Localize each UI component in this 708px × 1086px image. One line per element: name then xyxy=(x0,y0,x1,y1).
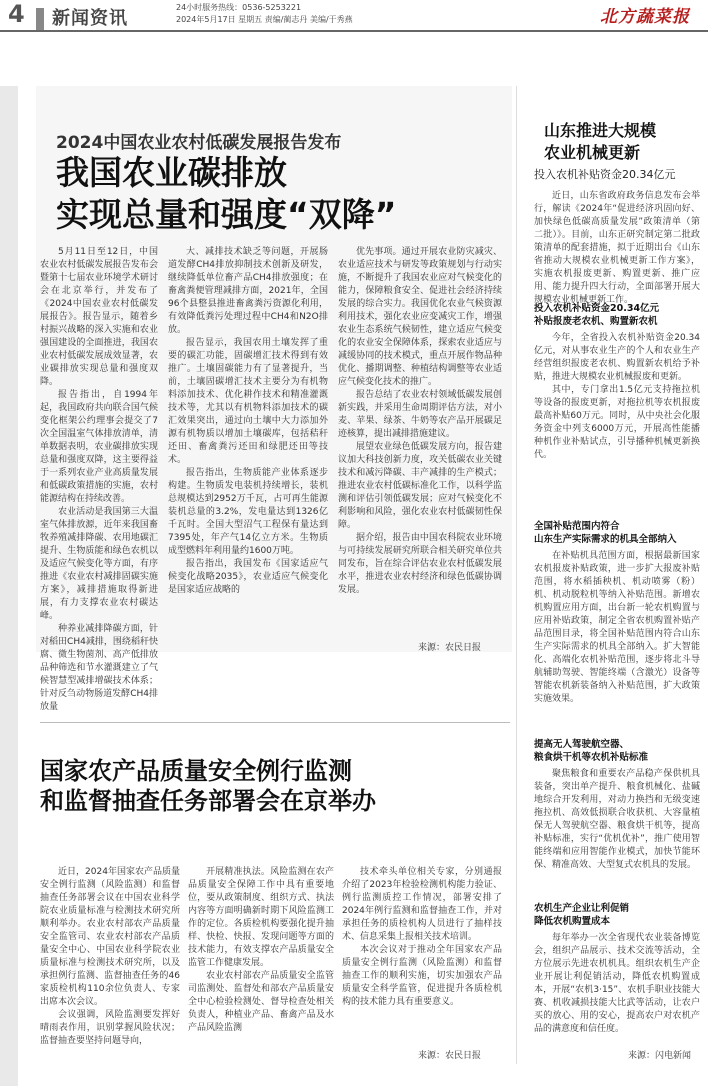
sidebar-sec1-title xyxy=(534,302,704,328)
sidebar-sec2-title xyxy=(534,520,704,546)
second-headline xyxy=(40,756,500,816)
page-number: 4 xyxy=(8,0,25,28)
paragraph: 据介绍，报告由中国农科院农业环境与可持续发展研究所联合相关研究单位共同发布，旨在综合评估农业农村低碳发展水平，推进农业农村经济和绿色低碳协调发展。 xyxy=(338,533,502,595)
lead-kicker: 2024中国农业农村低碳发展报告发布 xyxy=(56,133,342,153)
paragraph: 报告总结了农业农村领域低碳发展创新实践，并采用生命周期评估方法，对小麦、苹果、绿茶、牛奶等农产品开展碳足迹核算，提出减排措施建议。 xyxy=(338,390,502,439)
lead-headline-line1: 我国农业碳排放 xyxy=(56,153,287,192)
paragraph: 本次会议对于推动全年国家农产品质量安全例行监测（风险监测）和监督抽查工作的顺利实施，切实加强农产品质量安全科学监管，促进提升各质检机构的技术能力具有重要意义。 xyxy=(342,945,502,1007)
second-headline-line1: 国家农产品质量安全例行监测 xyxy=(40,757,352,785)
sidebar-sec3-title xyxy=(534,738,704,764)
lead-source: 来源：农民日报 xyxy=(418,643,482,653)
lead-column-1 xyxy=(40,246,158,714)
paragraph: 聚焦粮食和重要农产品稳产保供机具装备，突出单产提升、粮食机械化、盐碱地综合开发利用，对动力换挡和无级变速拖拉机、高效低损联合收获机、大容量植保无人驾驶航空器、粮食烘干机等，提高补贴标准，实行“优机优补”，推广使用智能终端和应用智能作业模式，加快节能环保、精准高效、大型复式农机具的发展。 xyxy=(534,769,700,870)
heading-line: 投入农机补贴资金20.34亿元 xyxy=(534,303,660,314)
sidebar-subtitle: 投入农机补贴资金20.34亿元 xyxy=(534,168,676,181)
paragraph: 报告显示，我国农用土壤发挥了重要的碳汇功能，固碳增汇技术得到有效推广。土壤固碳能力有了显著提升，当前，土壤固碳增汇技术主要分为有机物料添加技术、优化耕作技术和精准灌溉技术等，尤其以有机物料添加技术的碳汇效果突出，通过向土壤中大力添加外源有机物质以增加土壤碳库，包括秸秆还田、畜禽粪污还田和绿肥还田等技术。 xyxy=(168,338,328,465)
section-name: 新闻资讯 xyxy=(52,8,128,29)
sidebar-headline-line1: 山东推进大规模 xyxy=(544,121,657,140)
paragraph: 农业农村部农产品质量安全监管司监测处、监督处和部农产品质量安全中心检验检测处、督导检查处相关负责人，种植业产品、畜禽产品及水产品风险监测 xyxy=(188,971,334,1033)
sidebar-sec2-body xyxy=(534,550,700,706)
paragraph: 在补贴机具范围方面，根据最新国家农机报废补贴政策，进一步扩大报废补贴范围，将水稻插秧机、机动喷雾（粉）机、机动脱粒机等纳入补贴范围。新增农机购置应用方面，出台新一轮农机购置与应用补贴政策，制定全省农机购置补贴产品范围目录，将全国补贴范围内符合山东生产实际需求的机具全部纳入。扩大智能化、高端化农机补贴范围，逐步将北斗导航辅助驾驶、智能终端（含激光）设备等智能农机新装备纳入补贴范围，扩大政策实施效果。 xyxy=(534,551,700,704)
hotline: 24小时服务热线：0536-5253221 xyxy=(176,3,302,12)
heading-line: 山东生产实际需求的机具全部纳入 xyxy=(534,534,677,545)
heading-line: 补贴报废老农机、购置新农机 xyxy=(534,316,658,327)
sidebar-headline-line2: 农业机械更新 xyxy=(544,143,641,162)
paragraph: 大、减排技术缺乏等问题，开展肠道发酵CH4排放抑制技术创新及研发，继续降低单位畜产品CH4排放强度；在畜禽粪便管理减排方面，2021年，全国96个县整县推进畜禽粪污资源化利用，有效降低粪污处理过程中CH4和N2O排放。 xyxy=(168,247,328,335)
sidebar-sec3-body xyxy=(534,768,700,872)
paragraph: 5月11日至12日，中国农业农村低碳发展报告发布会暨第十七届农业环境学术研讨会在北京举行，并发布了《2024中国农业农村低碳发展报告》。报告显示，随着乡村振兴战略的深入实施和农业强国建设的全面推进，我国农业农村低碳发展成效显著，农业碳排放实现总量和强度双降。 xyxy=(40,247,158,387)
paragraph: 近日，2024年国家农产品质量安全例行监测（风险监测）和监督抽查任务部署会议在中国农业科学院农业质量标准与检测技术研究所顺利举办。农业农村部农产品质量安全监管司、农业农村部农产品质量安全中心、中国农业科学院农业质量标准与检测技术研究所，以及承担例行监测、监督抽查任务的46家质检机构110余位负责人、专家出席本次会议。 xyxy=(40,867,180,1007)
header-divider xyxy=(36,8,44,32)
paragraph: 优先事项。通过开展农业防灾减灾、农业适应技术与研发等政策规划与行动实施，不断提升了我国农业应对气候变化的能力，保障粮食安全、促进社会经济持续发展的综合实力。我国优化农业气候资源利用技术，强化农业应变减灾工作，增强农业生态系统气候韧性，建立适应气候变化的农业安全保障体系，探索农业适应与减缓协同的技术模式，重点开展作物品种优化、播期调整、种植结构调整等农业适应气候变化技术的推广。 xyxy=(338,247,502,387)
paragraph: 技术牵头单位相关专家，分别通报介绍了2023年检验检测机构能力验证、例行监测质控工作情况，部署安排了2024年例行监测和监督抽查工作，并对承担任务的质检机构人员进行了抽样技术、信息采集上报相关技术培训。 xyxy=(342,867,502,942)
newspaper-logo: 北方蔬菜报 xyxy=(600,7,690,27)
heading-line: 农机生产企业让利促销 xyxy=(534,903,630,914)
section-divider xyxy=(40,722,510,723)
paragraph: 会议强调，风险监测要发挥好晴雨表作用，识别掌握风险状况；监督抽查要坚持问题导向， xyxy=(40,1010,180,1046)
sidebar-intro xyxy=(534,190,700,307)
lead-column-3 xyxy=(338,246,502,597)
date-line: 2024年5月17日 星期五 责编/蔺志丹 美编/于秀燕 xyxy=(176,15,353,24)
sidebar-divider xyxy=(516,86,517,1064)
second-column-2 xyxy=(188,866,334,1035)
heading-line: 降低农机购置成本 xyxy=(534,916,611,927)
paragraph: 开展精准执法。风险监测在农产品质量安全保障工作中具有重要地位，要从政策制度、组织方式、执法内容等方面明确新时期下风险监测工作的定位。各质检机构要强化提升抽样、快检、快报、发现问题等方面的技术能力，有效支撑农产品质量安全监管工作健康发展。 xyxy=(188,867,334,968)
paragraph: 报告指出，生物质能产业体系逐步构建。生物质发电装机持续增长，装机总规模达到2952万千瓦，占可再生能源装机总量的3.2%，发电量达到1326亿千瓦时。全国大型沼气工程保有量达到7395处，年产气14亿立方米。生物质成型燃料年利用量约1600万吨。 xyxy=(168,468,328,556)
paragraph: 农业活动是我国第三大温室气体排放源，近年来我国畜牧养殖减排降碳、农用地碳汇提升、生物质能和绿色农机以及适应气候变化等方面，有序推进《农业农村减排固碳实施方案》，减排措施取得新进展，有力支撑农业农村碳达峰。 xyxy=(40,507,158,621)
lead-headline-line2: 实现总量和强度“双降” xyxy=(56,195,397,234)
paragraph: 种养业减排降碳方面，针对稻田CH4减排，围绕稻秆快腐、微生物菌剂、高产低排放品种筛选和节水灌溉建立了气候智慧型减排增碳技术体系；针对反刍动物肠道发酵CH4排放量 xyxy=(40,624,158,712)
heading-line: 粮食烘干机等农机补贴标准 xyxy=(534,752,649,763)
paragraph: 报告指出，自1994年起，我国政府共向联合国气候变化框架公约理事会提交了7次全国温室气体排放清单，清单数据表明，农业碳排放实现总量和强度双降，这主要得益于一系列农业产业高质量发展和低碳政策措施的实施，农村能源结构在持续改善。 xyxy=(40,390,158,504)
second-headline-line2: 和监督抽查任务部署会在京举办 xyxy=(40,787,376,815)
heading-line: 提高无人驾驶航空器、 xyxy=(534,739,630,750)
sidebar-sec4-title xyxy=(534,902,704,928)
paragraph: 报告指出，我国发布《国家适应气候变化战略2035》，农业适应气候变化是国家适应战略的 xyxy=(168,559,328,595)
second-source: 来源：农民日报 xyxy=(418,1051,482,1061)
paragraph: 展望农业绿色低碳发展方向，报告建议加大科技创新力度，攻关低碳农业关键技术和减污降碳、丰产减排的生产模式；推进农业农村低碳标准化工作，以科学监测和评估引领低碳发展；应对气候变化不利影响和风险，强化农业农村低碳韧性保障。 xyxy=(338,442,502,530)
paragraph: 每年举办一次全省现代农业装备博览会，组织产品展示、技术交流等活动，全方位展示先进农机机具。组织农机生产企业开展让利促销活动，降低农机购置成本，开展“农机3·15”、农机手职业技能大赛、机收减损技能大比武等活动，让农户买的放心、用的安心，提高农户对农机产品的满意度和信任度。 xyxy=(534,933,700,1034)
lead-column-2 xyxy=(168,246,328,597)
sidebar-headline xyxy=(544,120,656,164)
header-rule xyxy=(0,30,708,32)
second-column-3 xyxy=(342,866,502,1009)
left-decor-band xyxy=(0,86,18,1086)
paragraph: 其中，专门拿出1.5亿元支持拖拉机等设备的报废更新，对拖拉机等农机报废最高补贴60万元。同时，从中央社会化服务资金中列支6000万元，开展高性能播种机作业补贴试点，引导播种机械更新换代。 xyxy=(534,385,700,460)
sidebar-sec4-body xyxy=(534,932,700,1036)
second-column-1 xyxy=(40,866,180,1048)
sidebar-sec1-body xyxy=(534,332,700,462)
paragraph: 近日，山东省政府政务信息发布会举行，解读《2024年“促进经济巩固向好、加快绿色低碳高质量发展”政策清单（第二批）》。目前，山东正研究制定第二批政策清单的配套措施，拟于近期出台《山东省推动大规模农业机械更新工作方案》，实施农机报废更新、购置更新、推广应用、能力提升四大行动，全面部署开展大规模农业机械更新工作。 xyxy=(534,191,700,305)
sidebar-source: 来源：闪电新闻 xyxy=(628,1051,692,1061)
heading-line: 全国补贴范围内符合 xyxy=(534,521,620,532)
paragraph: 今年，全省投入农机补贴资金20.34亿元，对从事农业生产的个人和农业生产经营组织报废老农机、购置新农机给予补贴，推进大规模农业机械报废和更新。 xyxy=(534,333,700,382)
lead-headline xyxy=(56,152,496,236)
